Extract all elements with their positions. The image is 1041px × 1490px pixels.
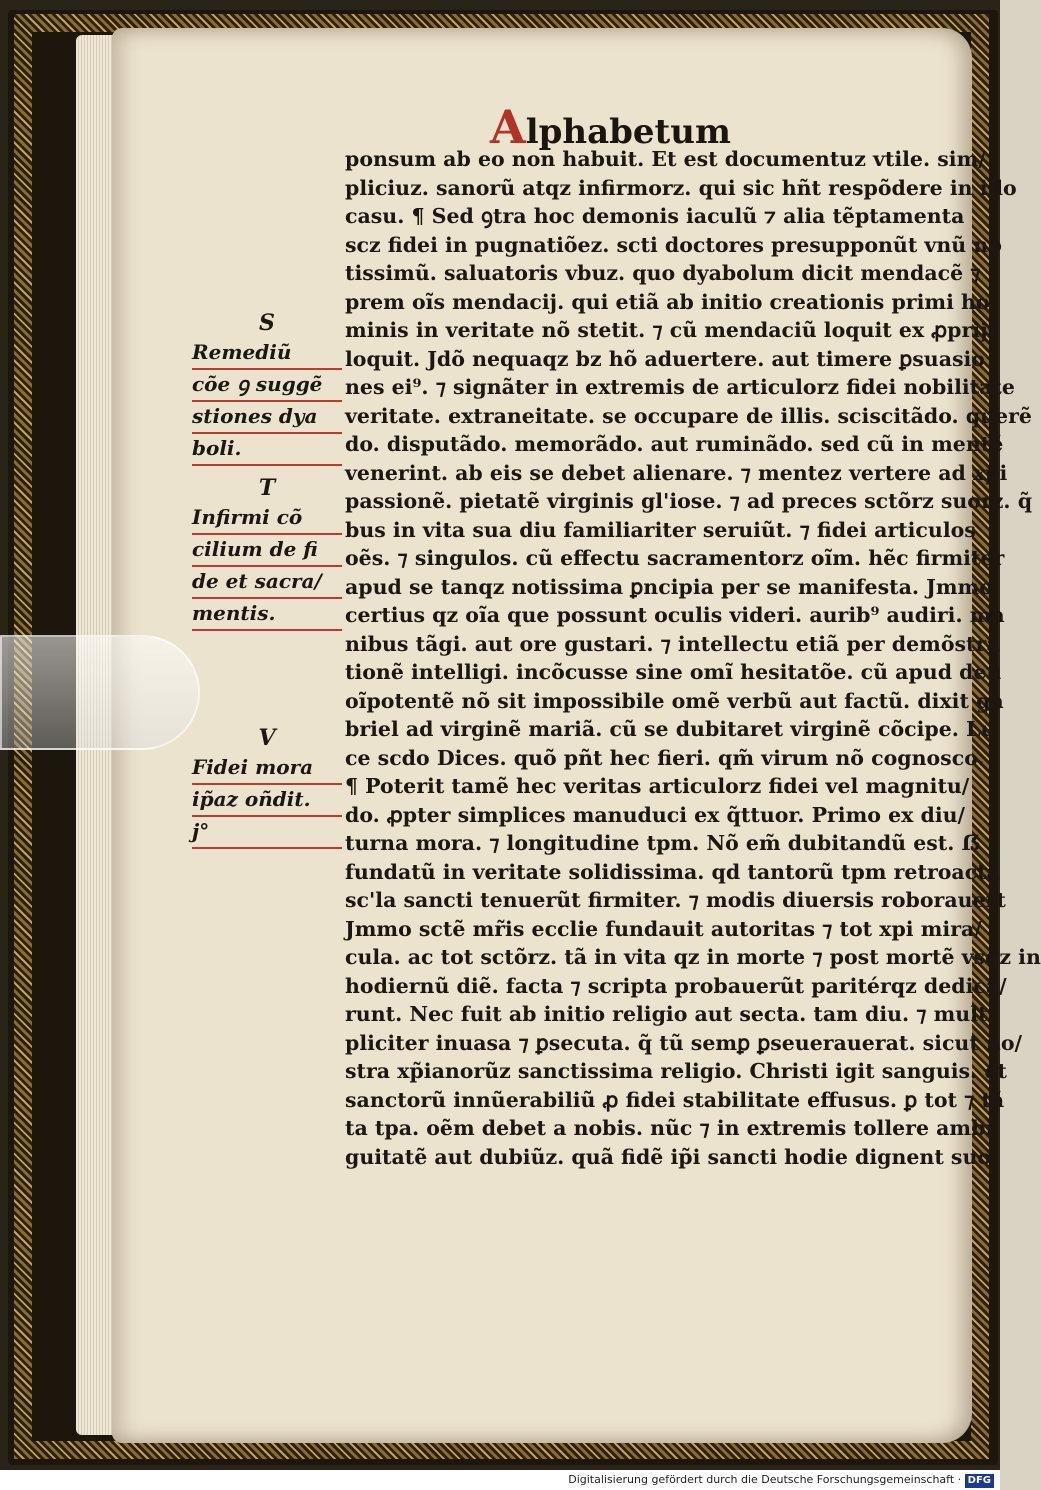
- margin-note-line: j°: [192, 817, 342, 849]
- text-line: ponsum ab eo non habuit. Et est documentuz vtile. sim/: [345, 147, 986, 171]
- margin-note-line: cilium de fi: [192, 535, 342, 567]
- text-line: minis in veritate nõ stetit. ⁊ cũ mendaciũ loquit ex ꝓprijs: [345, 318, 1000, 342]
- text-line: turna mora. ⁊ longitudine tpm. Nõ em̃ dubitandũ est. ẞ: [345, 831, 981, 855]
- text-line: tissimũ. saluatoris vbuz. quo dyabolum dicit mendacẽ ⁊: [345, 261, 981, 285]
- text-line: pliciter inuasa ⁊ ꝑsecuta. q̃ tũ semꝑ ꝑseuerauerat. sicut no/: [345, 1030, 1023, 1055]
- text-line: stra xp̃ianorũz sanctissima religio. Christi igit sanguis. et: [345, 1059, 1007, 1083]
- text-line: guitatẽ aut dubiũz. quã fidẽ ip̃i sancti hodie dignent suo: [345, 1144, 992, 1169]
- text-line: scz fidei in pugnatiõez. scti doctores presupponũt vnũ no: [345, 232, 1002, 257]
- margin-note-line: de et sacra/: [192, 567, 342, 599]
- footer: Digitalisierung gefördert durch die Deutsche Forschungsgemeinschaft · DFG: [0, 1470, 1000, 1490]
- margin-note: [192, 310, 342, 466]
- text-line: briel ad virginẽ mariã. cũ se dubitaret virginẽ cõcipe. Lu: [345, 717, 996, 741]
- page-clip: [0, 635, 200, 750]
- text-line: bus in vita sua diu familiariter seruiũt. ⁊ fidei articulos: [345, 517, 976, 542]
- margin-note-line: Fidei mora: [192, 753, 342, 785]
- text-line: apud se tanqz notissima ꝑncipia per se manifesta. Jmmo: [345, 574, 993, 599]
- margin-note-line: Remediũ: [192, 338, 342, 370]
- margin-note-letter: V: [258, 725, 276, 751]
- text-line: pliciuz. sanorũ atqz infirmorz. qui sic hñt respõdere in illo: [345, 175, 1017, 200]
- dfg-badge: DFG: [965, 1474, 994, 1488]
- body-text: [345, 145, 1041, 1171]
- text-line: ¶ Poterit tamẽ hec veritas articulorz fidei vel magnitu/: [345, 774, 970, 798]
- margin-note-line: cõe ꝯ suggẽ: [192, 370, 342, 402]
- text-line: certius qz oĩa que possunt oculis videri. aurib⁹ audiri. ma: [345, 603, 1005, 627]
- text-line: tionẽ intelligi. incõcusse sine omĩ hesitatõe. cũ apud deũ: [345, 660, 1002, 684]
- margin-note-letter: S: [259, 310, 275, 336]
- text-line: nibus tãgi. aut ore gustari. ⁊ intellectu etiã per demõstra: [345, 631, 1000, 656]
- margin-note-line: boli.: [192, 434, 342, 466]
- text-line: do. disputãdo. memorãdo. aut ruminãdo. sed cũ in mentẽ: [345, 432, 1004, 456]
- text-line: casu. ¶ Sed ꝯtra hoc demonis iaculũ ⁊ alia tẽptamenta: [345, 204, 965, 228]
- margin-note: [192, 475, 342, 631]
- text-line: do. ꝓpter simplices manuduci ex q̃ttuor. Primo ex diu/: [345, 802, 966, 827]
- margin-note: [192, 725, 342, 849]
- text-line: runt. Nec fuit ab initio religio aut secta. tam diu. ⁊ multi: [345, 1002, 996, 1026]
- margin-note-line: Infirmi cõ: [192, 503, 342, 535]
- text-line: loquit. Jdõ nequaqz bz hõ aduertere. aut timere ꝑsuasio: [345, 346, 985, 371]
- text-line: veritate. extraneitate. se occupare de illis. sciscitãdo. querẽ: [345, 403, 1032, 428]
- rubric-initial: A: [490, 100, 526, 154]
- text-line: Jmmo sctẽ mr̃is ecclie fundauit autoritas ⁊ tot xpi mira/: [345, 916, 982, 941]
- margin-note-line: ip̃az oñdit.: [192, 785, 342, 817]
- running-head-rest: lphabetum: [525, 112, 731, 152]
- text-line: oẽs. ⁊ singulos. cũ effectu sacramentorz oĩm. hẽc firmiter: [345, 546, 1005, 570]
- text-line: sc'la sancti tenuerũt firmiter. ⁊ modis diuersis roborauert: [345, 888, 1006, 912]
- text-line: prem oĩs mendacij. qui etiã ab initio creationis primi ho: [345, 289, 990, 314]
- text-line: fundatũ in veritate solidissima. qd tantorũ tpm retroacta: [345, 859, 1000, 884]
- margin-note-line: stiones dya: [192, 402, 342, 434]
- text-line: ce scdo Dices. quõ pñt hec fieri. qm̃ virum nõ cognosco.: [345, 745, 985, 770]
- text-line: hodiernũ diẽ. facta ⁊ scripta probauerũt paritérqz dedica/: [345, 973, 1007, 998]
- text-line: passionẽ. pietatẽ virginis gl'iose. ⁊ ad preces sctõrz suorz. q̃: [345, 489, 1033, 513]
- footer-text: Digitalisierung gefördert durch die Deutsche Forschungsgemeinschaft: [568, 1473, 955, 1486]
- text-line: oĩpotentẽ nõ sit impossibile omẽ verbũ aut factũ. dixit ga: [345, 688, 1004, 713]
- text-line: nes ei⁹. ⁊ signãter in extremis de articulorz fidei nobilitate: [345, 375, 1015, 399]
- margin-note-line: mentis.: [192, 599, 342, 631]
- text-line: ta tpa. oẽm debet a nobis. nũc ⁊ in extremis tollere ambi: [345, 1116, 994, 1140]
- text-line: sanctorũ innũerabiliũ ꝓ fidei stabilitate effusus. ꝑ tot ⁊ tã: [345, 1087, 1005, 1112]
- text-line: cula. ac tot sctõrz. tã in vita qz in morte ⁊ post mortẽ vsqz in: [345, 945, 1041, 969]
- text-line: venerint. ab eis se debet alienare. ⁊ mentez vertere ad xpi: [345, 460, 1008, 485]
- margin-note-letter: T: [258, 475, 276, 501]
